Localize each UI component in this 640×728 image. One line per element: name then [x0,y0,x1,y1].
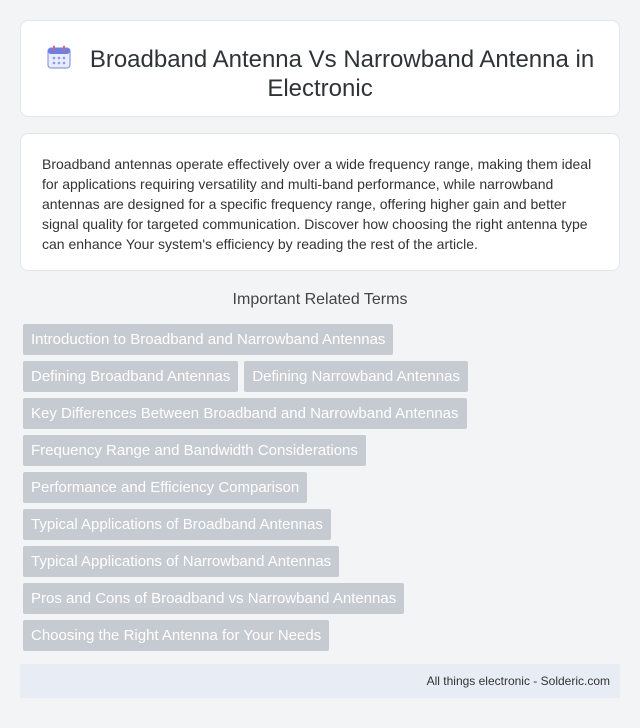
related-term-tag[interactable]: Frequency Range and Bandwidth Considerations [23,435,366,466]
intro-text: Broadband antennas operate effectively over a wide frequency range, making them ideal for applications requiring versatility and multi-band performance, while narrowband antennas are designed for a specific frequency range, offering higher gain and better signal quality for targeted communication. Discover how choosing the right antenna type can enhance Your system's efficiency by reading the rest of the article. [42,156,592,252]
related-terms-heading: Important Related Terms [232,291,408,308]
intro-card [20,133,620,271]
related-term-tag[interactable]: Defining Narrowband Antennas [244,361,468,392]
related-term-tag[interactable]: Introduction to Broadband and Narrowband Antennas [23,324,393,355]
footer-text: All things electronic - Solderic.com [426,674,610,688]
related-term-tag[interactable]: Choosing the Right Antenna for Your Needs [23,620,329,651]
related-term-tag[interactable]: Performance and Efficiency Comparison [23,472,307,503]
title-card [20,20,620,117]
calendar-icon [46,44,72,70]
footer [20,664,620,698]
related-term-tag[interactable]: Defining Broadband Antennas [23,361,238,392]
page-title: Broadband Antenna Vs Narrowband Antenna in Electronic [89,46,595,102]
related-term-tag[interactable]: Pros and Cons of Broadband vs Narrowband Antennas [23,583,404,614]
related-term-tag[interactable]: Key Differences Between Broadband and Narrowband Antennas [23,398,467,429]
page-title-wrap [41,44,599,103]
related-term-tag[interactable]: Typical Applications of Narrowband Antennas [23,546,339,577]
related-term-tag[interactable]: Typical Applications of Broadband Antennas [23,509,331,540]
related-terms-list [23,324,603,657]
